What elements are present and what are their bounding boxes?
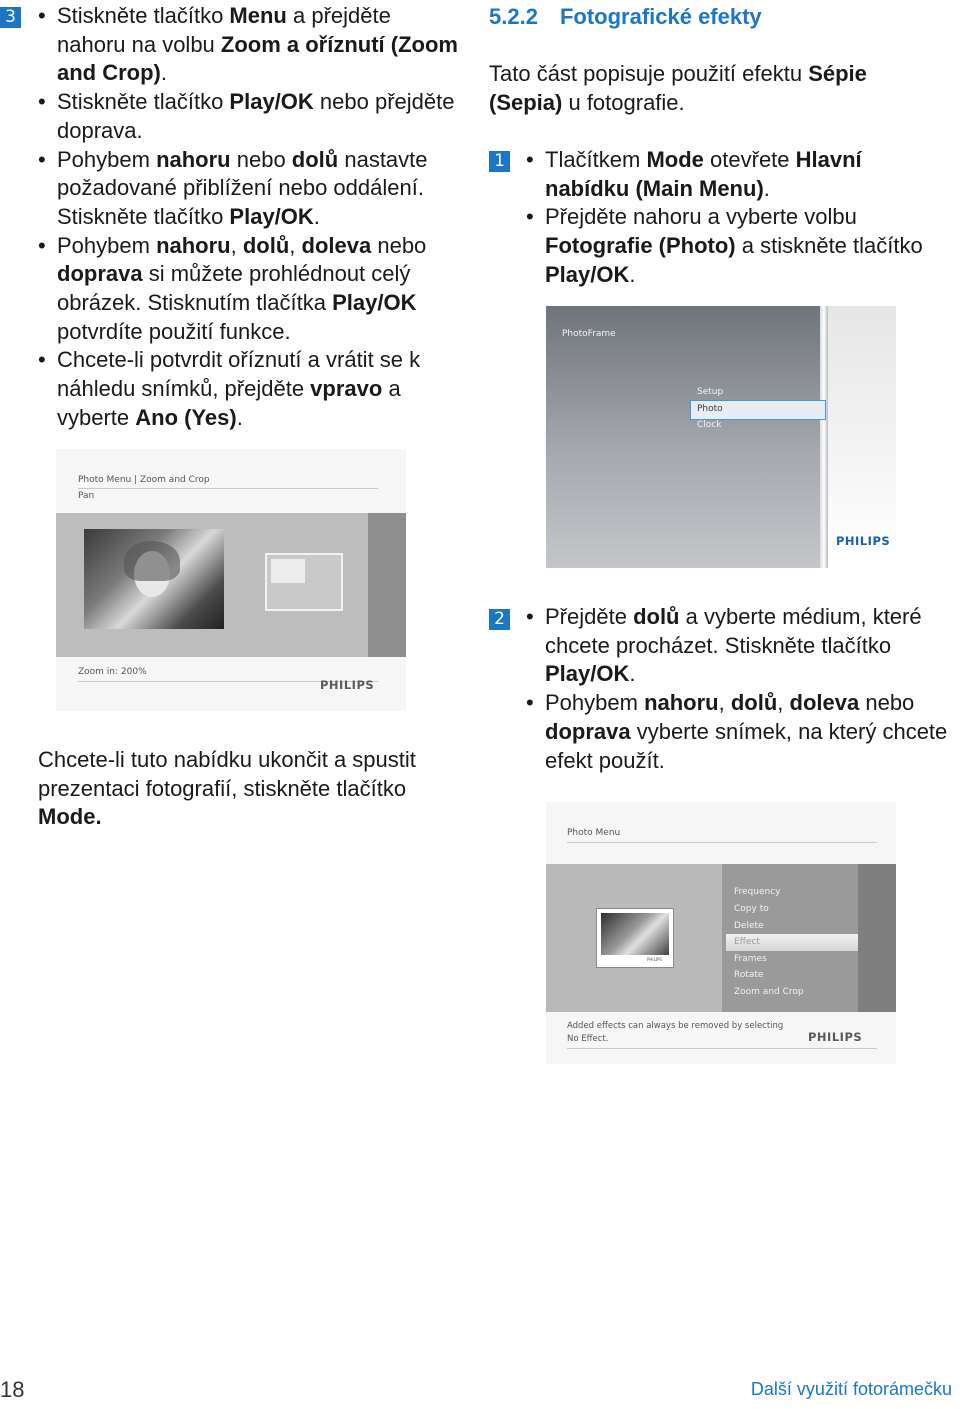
menu-item-frames: Frames bbox=[734, 954, 767, 964]
menu-item-clock: Clock bbox=[697, 420, 722, 430]
thumb-card bbox=[596, 908, 674, 968]
screen2-title: Photo Menu bbox=[567, 828, 621, 838]
list-item: • Tlačítkem Mode otevřete Hlavní nabídku (Main Menu). bbox=[526, 146, 951, 203]
right-strip bbox=[858, 864, 896, 1012]
bold-term: Play/OK bbox=[332, 290, 417, 316]
bold-term: Mode bbox=[646, 147, 704, 172]
menu-item-setup: Setup bbox=[697, 387, 724, 397]
thumb-photo bbox=[601, 913, 669, 955]
section-title: Fotografické efekty bbox=[559, 4, 762, 29]
bold-term: Zoom a oříznutí (Zoom and Crop) bbox=[57, 31, 458, 86]
step2-list bbox=[526, 603, 951, 775]
footer-section-title: Další využití fotorámečku bbox=[750, 1379, 952, 1399]
bold-term: nahoru bbox=[644, 690, 719, 716]
list-item: • Stiskněte tlačítko Play/OK nebo přejděte doprava. bbox=[38, 88, 458, 145]
list-item: • Pohybem nahoru nebo dolů nastavte požadované přiblížení nebo oddálení. Stiskněte tlačítko Play/OK. bbox=[38, 146, 458, 232]
step-3-badge: 3 bbox=[0, 7, 21, 28]
footer-divider bbox=[567, 1048, 877, 1049]
bold-term: doprava bbox=[545, 718, 631, 744]
step-2-badge: 2 bbox=[489, 609, 510, 630]
bold-term: doprava bbox=[57, 261, 143, 287]
zoom-level-text: Zoom in: 200% bbox=[78, 667, 147, 677]
portrait-hair bbox=[124, 541, 180, 581]
screen2-footer-line1: Added effects can always be removed by selecting bbox=[567, 1021, 784, 1031]
bold-term: nahoru bbox=[156, 146, 231, 172]
philips-logo: PHILIPS bbox=[320, 678, 375, 692]
bold-term: Menu bbox=[229, 3, 287, 28]
menu-panel bbox=[546, 306, 826, 568]
screen-subtitle: Pan bbox=[78, 491, 95, 501]
screen1-title: PhotoFrame bbox=[562, 329, 616, 339]
list-item: • Chcete-li potvrdit oříznutí a vrátit se k náhledu snímků, přejděte vpravo a vyberte Ano (Yes). bbox=[38, 346, 458, 432]
menu-item-delete: Delete bbox=[734, 921, 764, 931]
step-1-badge: 1 bbox=[489, 151, 510, 172]
bold-term: Hlavní nabídku (Main Menu) bbox=[545, 147, 862, 201]
bold-term: Fotografie (Photo) bbox=[545, 233, 736, 259]
menu-item-photo: Photo bbox=[697, 404, 723, 414]
bold-term: doleva bbox=[789, 690, 860, 716]
section-number: 5.2.2 bbox=[489, 4, 538, 29]
photoframe-main-menu-screen bbox=[546, 306, 896, 568]
photo-thumbnail bbox=[84, 529, 224, 629]
bold-term: doleva bbox=[301, 232, 372, 258]
bold-term: Play/OK bbox=[229, 89, 314, 115]
list-item: • Pohybem nahoru, dolů, doleva nebo doprava vyberte snímek, na který chcete efekt použít. bbox=[526, 689, 951, 775]
panel-edge-light bbox=[820, 306, 828, 568]
menu-item-rotate: Rotate bbox=[734, 970, 764, 980]
zoom-frame bbox=[265, 553, 343, 611]
list-item: • Přejděte nahoru a vyberte volbu Fotografie (Photo) a stiskněte tlačítko Play/OK. bbox=[526, 203, 951, 289]
screen2-footer-line2: No Effect. bbox=[567, 1034, 609, 1044]
screen-title: Photo Menu | Zoom and Crop bbox=[78, 475, 210, 485]
list-item: • Přejděte dolů a vyberte médium, které chcete procházet. Stiskněte tlačítko Play/OK. bbox=[526, 603, 951, 689]
bold-term: vpravo bbox=[310, 376, 383, 402]
menu-item-effect: Effect bbox=[734, 937, 760, 947]
zoom-crop-screen bbox=[56, 449, 406, 711]
closing-paragraph: Chcete-li tuto nabídku ukončit a spustit prezentaci fotografií, stiskněte tlačítko Mode. bbox=[38, 747, 416, 830]
left-step3-list bbox=[38, 2, 458, 433]
step1-list bbox=[526, 146, 951, 290]
list-item: • Stiskněte tlačítko Menu a přejděte nahoru na volbu Zoom a oříznutí (Zoom and Crop). bbox=[38, 2, 458, 88]
bold-term: Play/OK bbox=[545, 661, 630, 687]
title-divider bbox=[78, 488, 378, 489]
preview-right-strip bbox=[368, 513, 406, 657]
bold-term: Play/OK bbox=[229, 203, 314, 229]
menu-item-frequency: Frequency bbox=[734, 887, 781, 897]
menu-item-zoom-and-crop: Zoom and Crop bbox=[734, 987, 804, 997]
bold-term: Sépie (Sepia) bbox=[489, 61, 867, 115]
zoom-region bbox=[271, 559, 305, 583]
bold-term: dolů bbox=[730, 690, 778, 716]
thumb-philips-logo: PHILIPS bbox=[647, 957, 662, 962]
section-heading bbox=[489, 4, 949, 30]
photo-menu-screen bbox=[546, 802, 896, 1064]
bold-term: Ano (Yes) bbox=[135, 404, 237, 430]
title-divider bbox=[567, 842, 877, 843]
page-number: 18 bbox=[0, 1377, 25, 1402]
menu-item-copy-to: Copy to bbox=[734, 904, 769, 914]
intro-paragraph: Tato část popisuje použití efektu Sépie (Sepia) u fotografie. bbox=[489, 61, 867, 115]
bold-term: nahoru bbox=[156, 232, 231, 258]
bold-term: dolů bbox=[291, 146, 339, 172]
bold-term: dolů bbox=[242, 232, 290, 258]
list-item: • Pohybem nahoru, dolů, doleva nebo doprava si můžete prohlédnout celý obrázek. Stisknutím tlačítka Play/OK potvrdíte použití funkce. bbox=[38, 232, 458, 347]
philips-logo: PHILIPS bbox=[836, 534, 891, 548]
bold-term: Mode. bbox=[38, 804, 102, 830]
bold-term: dolů bbox=[633, 604, 680, 629]
bold-term: Play/OK bbox=[545, 261, 630, 287]
philips-logo: PHILIPS bbox=[808, 1030, 863, 1044]
